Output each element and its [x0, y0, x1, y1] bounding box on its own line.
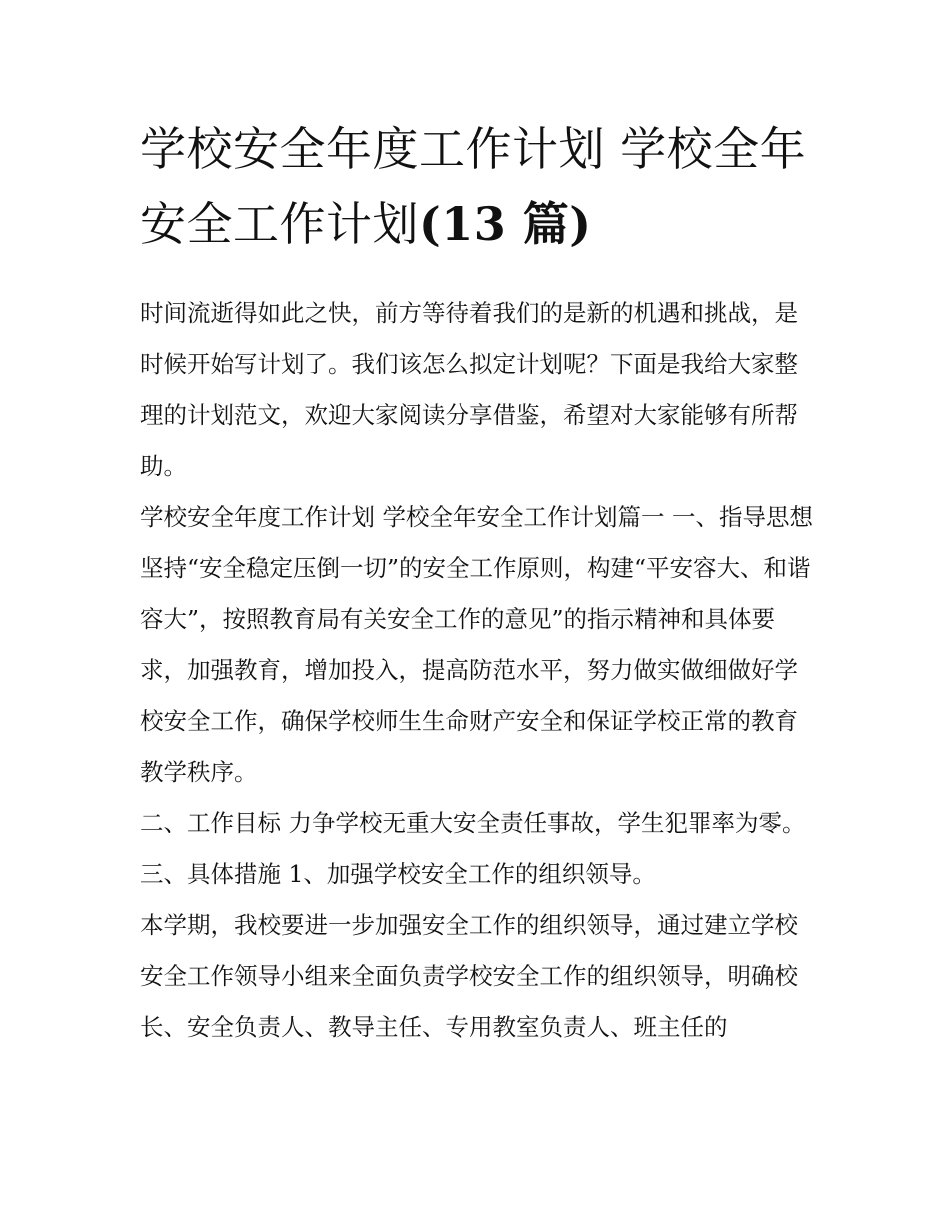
document-title	[140, 112, 816, 262]
document-body	[140, 112, 816, 1053]
section-heading-paragraph: 学校安全年度工作计划 学校全年安全工作计划篇一 一、指导思想	[140, 503, 813, 531]
intro-paragraph: 时间流逝得如此之快，前方等待着我们的是新的机遇和挑战，是时候开始写计划了。我们该怎么拟定计划呢？下面是我给大家整理的计划范文，欢迎大家阅读分享借鉴，希望对大家能够有所帮助。	[140, 299, 798, 480]
title-main: 学校安全年度工作计划 学校全年安全工作计划	[140, 122, 807, 251]
guiding-principle-paragraph: 坚持“安全稳定压倒一切”的安全工作原则，构建“平安容大、和谐容大”，按照教育局有关安全工作的意见”的指示精神和具体要求，加强教育，增加投入，提高防范水平，努力做实做细做好学校安全工作，确保学校师生生命财产安全和保证学校正常的教育教学秩序。	[140, 554, 811, 786]
title-count: (13 篇)	[419, 197, 592, 251]
goals-measures-paragraph: 二、工作目标 力争学校无重大安全责任事故，学生犯罪率为零。 三、具体措施 1、加强学校安全工作的组织领导。	[140, 809, 806, 888]
organization-paragraph: 本学期，我校要进一步加强安全工作的组织领导，通过建立学校安全工作领导小组来全面负责学校安全工作的组织领导，明确校长、安全负责人、教导主任、专用教室负责人、班主任的	[140, 911, 798, 1041]
